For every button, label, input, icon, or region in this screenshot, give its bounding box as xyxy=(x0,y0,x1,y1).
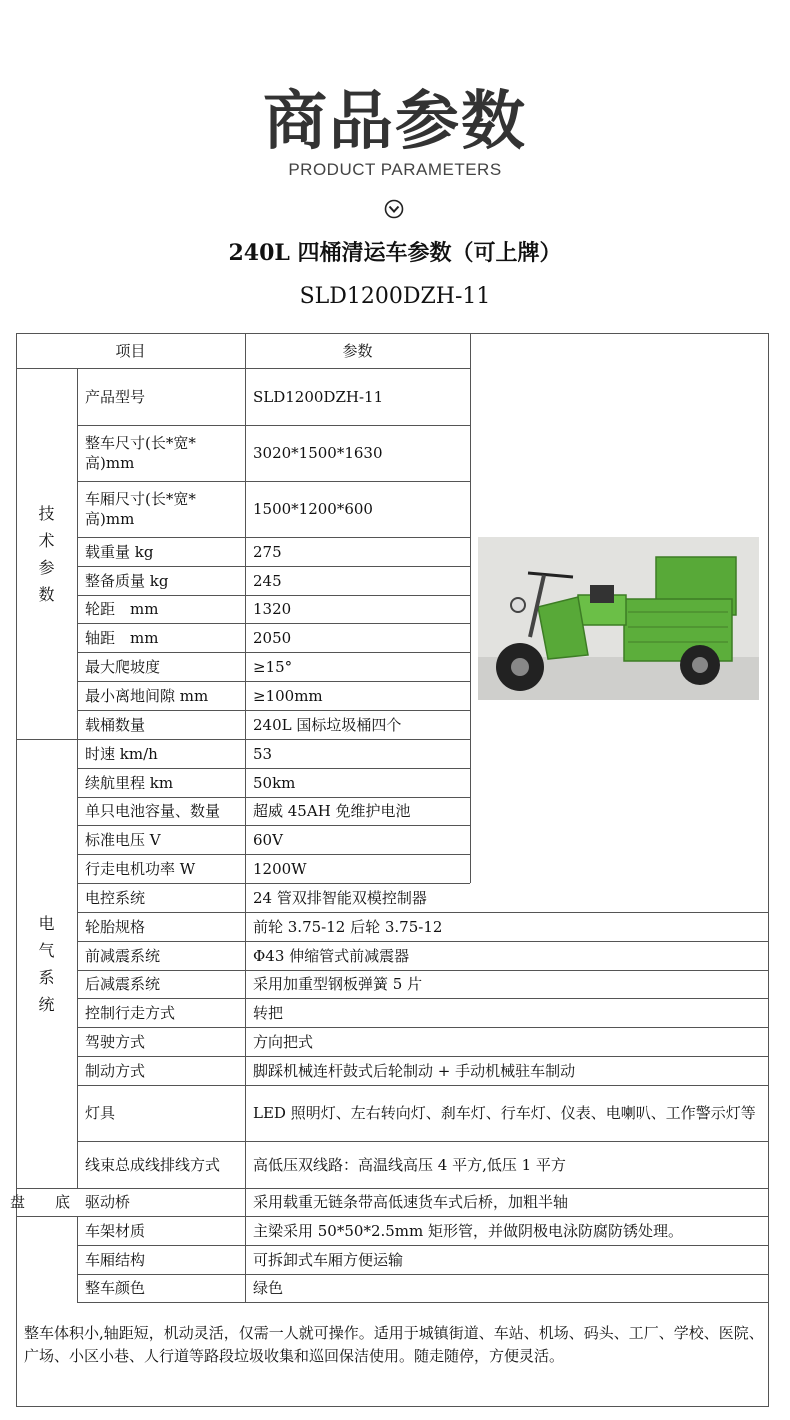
table-row-label: 整备质量 kg xyxy=(85,571,169,590)
table-border-bottom xyxy=(16,1406,768,1407)
table-row-label: 载重量 kg xyxy=(85,542,154,561)
table-row-value: 60V xyxy=(253,830,283,849)
table-border xyxy=(245,1245,246,1274)
table-row-value: 2050 xyxy=(253,628,292,647)
table-row-label: 控制行走方式 xyxy=(85,1003,176,1022)
table-row-label: 续航里程 km xyxy=(85,773,174,792)
table-border xyxy=(245,368,246,425)
table-row-label: 轮胎规格 xyxy=(85,917,146,936)
table-row-value: 脚踩机械连杆鼓式后轮制动 + 手动机械驻车制动 xyxy=(253,1061,576,1080)
table-row-value: 275 xyxy=(253,542,282,561)
table-row-label: 驾驶方式 xyxy=(85,1032,146,1051)
page-subtitle: PRODUCT PARAMETERS xyxy=(288,160,502,179)
table-row-label: 前减震系统 xyxy=(85,946,161,965)
table-border xyxy=(245,998,246,1027)
table-row-label: 车架材质 xyxy=(85,1221,146,1240)
table-row-label: 制动方式 xyxy=(85,1061,146,1080)
table-row-label: 后减震系统 xyxy=(85,975,161,993)
table-row-value: 1320 xyxy=(253,600,292,618)
table-border xyxy=(245,768,246,797)
table-row-label: 最小离地间隙 mm xyxy=(85,686,209,705)
table-row-value: 采用载重无链条带高低速货车式后桥，加粗半轴 xyxy=(253,1193,569,1211)
table-row-label: 行走电机功率 W xyxy=(85,859,196,878)
table-border xyxy=(245,1056,246,1085)
table-row-label: 产品型号 xyxy=(85,387,146,406)
product-heading: 240L 四桶清运车参数（可上牌） xyxy=(228,240,562,266)
table-row-label: 车厢尺寸(长*宽*高)mm xyxy=(85,490,196,528)
group-column-border xyxy=(77,1216,78,1302)
table-row-label: 灯具 xyxy=(85,1104,116,1122)
table-row-value: 24 管双排智能双模控制器 xyxy=(253,888,427,907)
table-row-value: 主梁采用 50*50*2.5mm 矩形管，并做阴极电泳防腐防锈处理。 xyxy=(253,1221,684,1240)
vehicle-photo xyxy=(478,537,759,700)
table-border xyxy=(245,710,246,739)
table-border xyxy=(245,481,246,537)
table-row-value: 前轮 3.75-12 后轮 3.75-12 xyxy=(253,917,443,936)
group-column-border xyxy=(77,368,78,1188)
table-border xyxy=(245,1141,246,1188)
table-border xyxy=(245,425,246,481)
table-row-label: 单只电池容量、数量 xyxy=(85,802,221,820)
footnote: 整车体积小,轴距短，机动灵活，仅需一人就可操作。适用于城镇街道、车站、机场、码头、工厂、学校、医院、广场、小区小巷、人行道等路段垃圾收集和巡回保洁使用。随走随停，方便灵活。 xyxy=(24,1324,764,1365)
table-row-label: 电控系统 xyxy=(85,888,146,907)
table-row-value: LED 照明灯、左右转向灯、刹车灯、行车灯、仪表、电喇叭、工作警示灯等 xyxy=(253,1104,756,1122)
table-row-label: 时速 km/h xyxy=(85,744,158,763)
table-row-label: 标准电压 V xyxy=(85,830,161,849)
table-border xyxy=(245,883,246,912)
table-border xyxy=(245,739,246,768)
table-border xyxy=(245,941,246,970)
table-row-label: 最大爬坡度 xyxy=(85,657,161,676)
table-row-value: Φ43 伸缩管式前减震器 xyxy=(253,946,410,965)
table-row-value: 50km xyxy=(253,773,296,792)
table-border xyxy=(245,1274,246,1302)
table-border xyxy=(245,1188,246,1216)
table-row-label: 整车尺寸(长*宽*高)mm xyxy=(85,434,196,472)
table-row-value: 方向把式 xyxy=(253,1032,314,1051)
table-row-value: ≥100mm xyxy=(253,686,323,705)
table-border xyxy=(245,1216,246,1245)
table-border xyxy=(245,1085,246,1141)
table-row-value: 高低压双线路：高温线高压 4 平方,低压 1 平方 xyxy=(253,1155,566,1174)
table-row-value: 转把 xyxy=(253,1003,284,1022)
table-row-label: 轮距 mm xyxy=(85,600,159,618)
table-border xyxy=(245,537,246,566)
table-row-value: 绿色 xyxy=(253,1279,284,1297)
chevron-down-icon xyxy=(384,199,404,219)
page-title: 商品参数 xyxy=(263,85,527,159)
table-border xyxy=(245,566,246,595)
table-row-label: 整车颜色 xyxy=(85,1279,146,1297)
table-border xyxy=(245,797,246,825)
table-row-label: 线束总成线排线方式 xyxy=(85,1155,221,1174)
table-row-value: 240L 国标垃圾桶四个 xyxy=(253,715,402,734)
table-border xyxy=(245,825,246,854)
table-row-value: 53 xyxy=(253,744,273,763)
table-border xyxy=(245,970,246,998)
table-border xyxy=(16,1216,77,1217)
header-item: 项目 xyxy=(115,341,146,360)
table-border xyxy=(245,1027,246,1056)
product-model: SLD1200DZH-11 xyxy=(299,284,491,309)
table-border xyxy=(77,1302,768,1303)
table-row-value: SLD1200DZH-11 xyxy=(253,387,384,406)
table-row-value: 超威 45AH 免维护电池 xyxy=(253,802,411,820)
table-row-label: 驱动桥 xyxy=(85,1193,131,1211)
table-border xyxy=(245,652,246,681)
table-row-value: ≥15° xyxy=(253,657,293,676)
table-border xyxy=(245,595,246,623)
photo-column-border xyxy=(470,333,471,883)
table-row-label: 载桶数量 xyxy=(85,715,146,734)
table-row-label: 轴距 mm xyxy=(85,628,159,647)
group-chassis: 盘 底 xyxy=(10,1193,71,1211)
group-tech: 技 术 参 数 xyxy=(38,503,55,604)
header-param: 参数 xyxy=(342,341,373,360)
table-border xyxy=(245,623,246,652)
table-row-value: 1500*1200*600 xyxy=(253,500,373,518)
table-border-right xyxy=(768,333,769,1407)
table-row-value: 可拆卸式车厢方便运输 xyxy=(253,1250,404,1269)
table-border xyxy=(245,681,246,710)
group-electrical: 电 气 系 统 xyxy=(38,913,55,1014)
table-row-label: 车厢结构 xyxy=(85,1250,146,1269)
table-row-value: 3020*1500*1630 xyxy=(253,444,383,462)
table-border xyxy=(245,912,246,941)
table-row-value: 1200W xyxy=(253,859,307,878)
table-row-value: 采用加重型钢板弹簧 5 片 xyxy=(253,975,423,993)
table-border xyxy=(245,854,246,883)
table-border xyxy=(245,333,246,368)
table-row-value: 245 xyxy=(253,571,282,590)
